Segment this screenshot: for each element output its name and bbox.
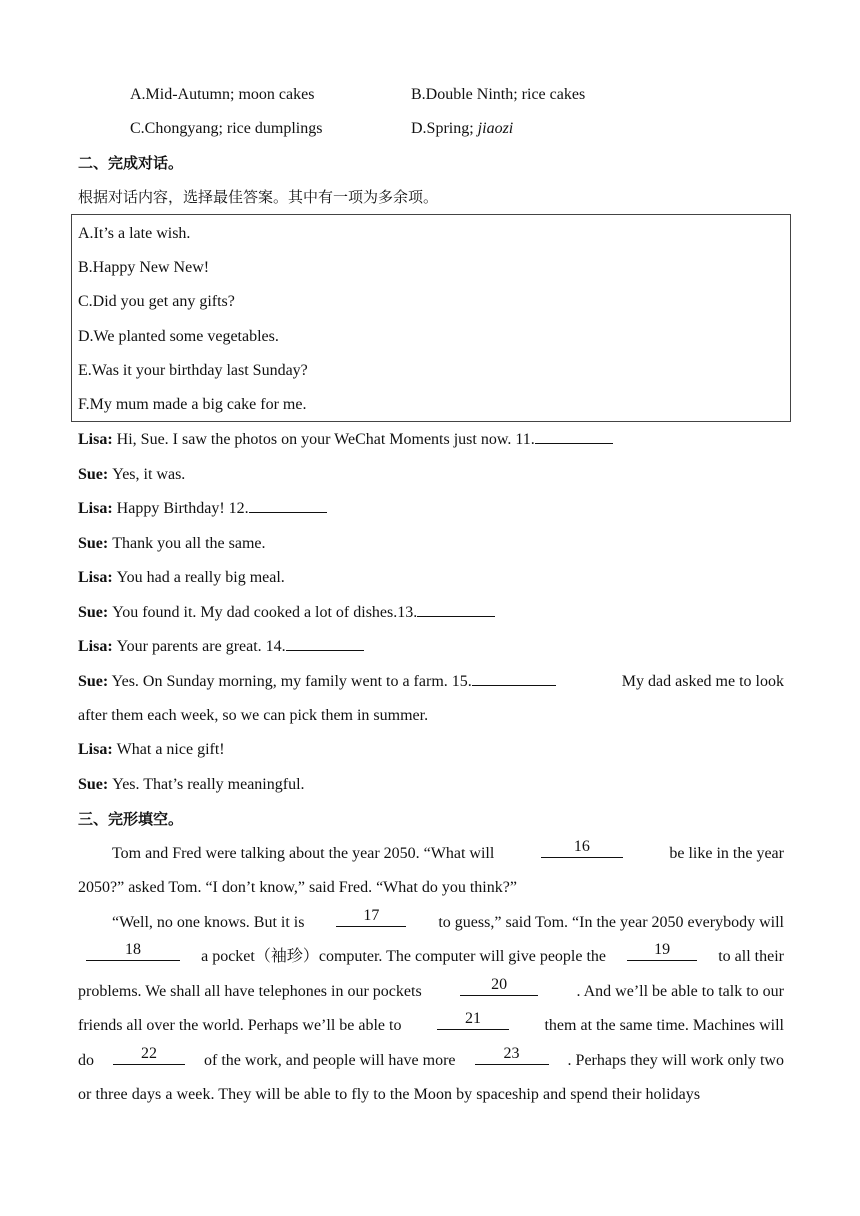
blank-17[interactable]: 17: [336, 906, 406, 927]
speaker: Sue:: [78, 535, 109, 552]
dialogue-line-10: [78, 733, 784, 767]
text-problems: problems. We shall all have telephones in our pockets: [78, 983, 422, 1000]
dialogue-text: Thank you all the same.: [112, 535, 266, 552]
dialogue-text: Yes. On Sunday morning, my family went to a farm. 15.: [111, 673, 472, 690]
choice-c: C.Did you get any gifts?: [78, 293, 235, 310]
option-d: [411, 112, 513, 146]
choice-d: D.We planted some vegetables.: [78, 328, 279, 345]
dialogue-line-9: [78, 699, 784, 733]
blank-16[interactable]: 16: [541, 837, 623, 858]
blank-21[interactable]: 21: [437, 1009, 509, 1030]
dialogue-tail: My dad asked me to look: [621, 673, 784, 690]
section2-heading: 二、完成对话。: [78, 154, 184, 172]
answer-blank-11[interactable]: [535, 423, 613, 444]
dialogue-text: Yes, it was.: [112, 466, 186, 483]
text-talk: . And we’ll be able to talk to our: [576, 983, 784, 1000]
speaker: Lisa:: [78, 638, 113, 655]
speaker: Lisa:: [78, 500, 113, 517]
option-b: B.Double Ninth; rice cakes: [411, 86, 586, 103]
choice-b: B.Happy New New!: [78, 259, 210, 276]
speaker: Sue:: [78, 776, 109, 793]
text-be-like: be like in the year: [669, 845, 784, 862]
passage-line-3: [112, 906, 784, 940]
dialogue-text: Yes. That’s really meaningful.: [112, 776, 305, 793]
dialogue-text: Hi, Sue. I saw the photos on your WeChat Moments just now. 11.: [116, 431, 535, 448]
text-machines: them at the same time. Machines will: [544, 1017, 784, 1034]
section3-heading: 三、完形填空。: [78, 810, 184, 828]
dialogue-line-8-left: [78, 665, 556, 699]
choice-f: F.My mum made a big cake for me.: [78, 396, 307, 413]
section2-instruction: 根据对话内容，选择最佳答案。其中有一项为多余项。: [78, 188, 439, 206]
passage-line-8: or three days a week. They will be able to fly to the Moon by spaceship and spend their holidays: [78, 1086, 701, 1103]
dialogue-text: after them each week, so we can pick them in summer.: [78, 707, 429, 724]
text-friends: friends all over the world. Perhaps we’ll be able to: [78, 1017, 402, 1034]
passage-line-5: [78, 975, 784, 1009]
dialogue-line-2: [78, 458, 784, 492]
speaker: Sue:: [78, 466, 109, 483]
answer-blank-12[interactable]: [249, 492, 327, 513]
dialogue-line-6: [78, 596, 784, 630]
dialogue-line-4: [78, 527, 784, 561]
dialogue-text: Happy Birthday! 12.: [116, 500, 249, 517]
text-well: “Well, no one knows. But it is: [112, 914, 305, 931]
blank-22[interactable]: 22: [113, 1044, 185, 1065]
option-a: A.Mid-Autumn; moon cakes: [130, 86, 315, 103]
choice-a: A.It’s a late wish.: [78, 225, 191, 242]
blank-20[interactable]: 20: [460, 975, 538, 996]
speaker: Sue:: [78, 673, 109, 690]
passage-line-7: [78, 1044, 784, 1078]
text-pocket: a pocket（袖珍）computer. The computer will give people the: [201, 948, 607, 965]
dialogue-line-11: [78, 768, 784, 802]
blank-18[interactable]: 18: [86, 940, 180, 961]
speaker: Lisa:: [78, 741, 113, 758]
speaker: Lisa:: [78, 569, 113, 586]
speaker: Lisa:: [78, 431, 113, 448]
dialogue-line-5: [78, 561, 784, 595]
text-tom: Tom and Fred were talking about the year 2050. “What will: [112, 845, 495, 862]
text-all-their: to all their: [718, 948, 784, 965]
passage-line-6: [78, 1009, 784, 1043]
answer-blank-15[interactable]: [472, 665, 556, 686]
choice-e: E.Was it your birthday last Sunday?: [78, 362, 308, 379]
dialogue-text: You had a really big meal.: [116, 569, 285, 586]
dialogue-text: What a nice gift!: [116, 741, 225, 758]
dialogue-line-3: [78, 492, 784, 526]
answer-blank-13[interactable]: [417, 596, 495, 617]
dialogue-line-8: [78, 665, 784, 699]
dialogue-text: Your parents are great. 14.: [116, 638, 286, 655]
dialogue-line-1: [78, 423, 784, 457]
passage-line-4: [78, 940, 784, 974]
option-d-text: D.Spring;: [411, 120, 478, 137]
dialogue-text: You found it. My dad cooked a lot of dishes.13.: [112, 604, 418, 621]
text-work: of the work, and people will have more: [204, 1052, 456, 1069]
passage-line-2: 2050?” asked Tom. “I don’t know,” said Fred. “What do you think?”: [78, 879, 517, 896]
blank-19[interactable]: 19: [627, 940, 697, 961]
text-do: do: [78, 1052, 94, 1069]
option-d-italic: jiaozi: [477, 120, 514, 137]
text-guess: to guess,” said Tom. “In the year 2050 everybody will: [438, 914, 784, 931]
dialogue-line-7: [78, 630, 784, 664]
passage-line-1: [112, 837, 784, 871]
text-perhaps: . Perhaps they will work only two: [567, 1052, 784, 1069]
answer-blank-14[interactable]: [286, 630, 364, 651]
choices-box: [71, 214, 791, 422]
blank-23[interactable]: 23: [475, 1044, 549, 1065]
option-c: C.Chongyang; rice dumplings: [130, 120, 323, 137]
speaker: Sue:: [78, 604, 109, 621]
